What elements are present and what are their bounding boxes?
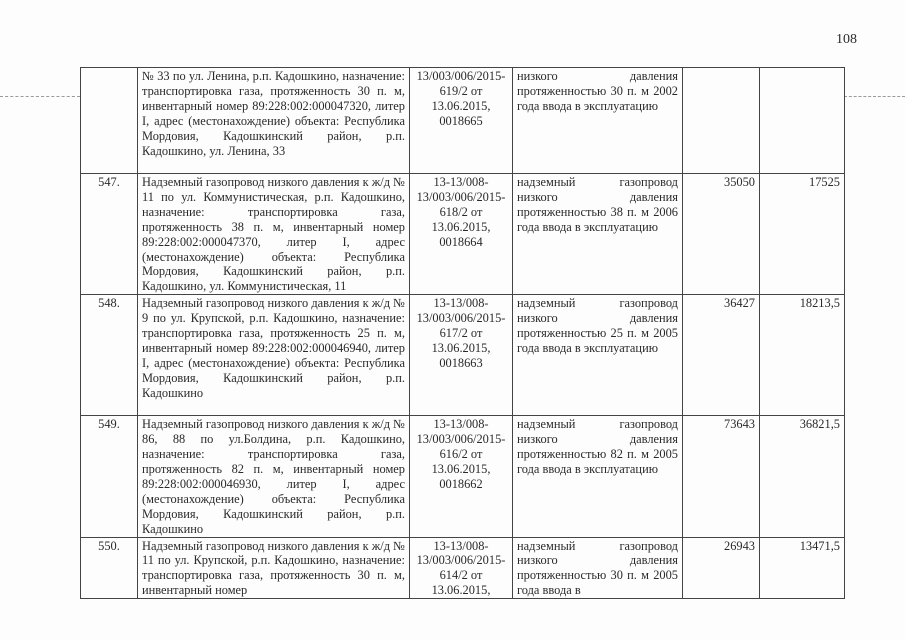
- table-row: [81, 416, 845, 537]
- value-cell-1: [683, 68, 760, 174]
- value-cell-2: 18213,5: [760, 295, 845, 416]
- table-row: [81, 174, 845, 295]
- technical-description: низкого давления протяженностью 30 п. м 2002 года ввода в эксплуатацию: [513, 68, 683, 174]
- value-cell-2: 17525: [760, 174, 845, 295]
- row-number: 549.: [81, 416, 138, 537]
- value-cell-1: 26943: [683, 537, 760, 599]
- technical-description: надземный газопровод низкого давления протяженностью 30 п. м 2005 года ввода в: [513, 537, 683, 599]
- registration-record: 13-13/008-13/003/006/2015-616/2 от 13.06.2015, 0018662: [410, 416, 513, 537]
- value-cell-2: [760, 68, 845, 174]
- table-row: [81, 537, 845, 599]
- object-description: Надземный газопровод низкого давления к ж/д № 11 по ул. Коммунистическая, р.п. Кадошкино, назначение: транспортировка газа, протяженность 38 п. м, инвентарный номер 89:228:002:000047370, литер I, адрес (местонахождение) объекта: Республика Мордовия, Кадошкинский район, р.п. Кадошкино, ул. Коммунистическая, 11: [138, 174, 410, 295]
- row-number: 550.: [81, 537, 138, 599]
- table-row: [81, 68, 845, 174]
- technical-description: надземный газопровод низкого давления протяженностью 82 п. м 2005 года ввода в эксплуатацию: [513, 416, 683, 537]
- value-cell-2: 36821,5: [760, 416, 845, 537]
- table-row: [81, 295, 845, 416]
- row-number: 548.: [81, 295, 138, 416]
- scan-artifact-line-left: [0, 96, 80, 97]
- registration-record: 13-13/008-13/003/006/2015-618/2 от 13.06.2015, 0018664: [410, 174, 513, 295]
- value-cell-1: 35050: [683, 174, 760, 295]
- registration-record: 13/003/006/2015-619/2 от 13.06.2015, 0018665: [410, 68, 513, 174]
- object-description: № 33 по ул. Ленина, р.п. Кадошкино, назначение: транспортировка газа, протяженность 30 п. м, инвентарный номер 89:228:002:000047320, литер I, адрес (местонахождение) объекта: Республика Мордовия, Кадошкинский район, р.п. Кадошкино, ул. Ленина, 33: [138, 68, 410, 174]
- technical-description: надземный газопровод низкого давления протяженностью 25 п. м 2005 года ввода в эксплуатацию: [513, 295, 683, 416]
- property-registry-table: [80, 67, 845, 599]
- object-description: Надземный газопровод низкого давления к ж/д № 9 по ул. Крупской, р.п. Кадошкино, назначение: транспортировка газа, протяженность 25 п. м, инвентарный номер 89:228:002:000046940, литер I, адрес (местонахождение) объекта: Республика Мордовия, Кадошкинский район, р.п. Кадошкино: [138, 295, 410, 416]
- row-number: [81, 68, 138, 174]
- object-description: Надземный газопровод низкого давления к ж/д № 11 по ул. Крупской, р.п. Кадошкино, назначение: транспортировка газа, протяженность 30 п. м, инвентарный номер: [138, 537, 410, 599]
- row-number: 547.: [81, 174, 138, 295]
- value-cell-1: 36427: [683, 295, 760, 416]
- value-cell-2: 13471,5: [760, 537, 845, 599]
- registration-record: 13-13/008-13/003/006/2015-617/2 от 13.06.2015, 0018663: [410, 295, 513, 416]
- object-description: Надземный газопровод низкого давления к ж/д № 86, 88 по ул.Болдина, р.п. Кадошкино, назначение: транспортировка газа, протяженность 82 п. м, инвентарный номер 89:228:002:000046930, литер I, адрес (местонахождение) объекта: Республика Мордовия, Кадошкинский район, р.п. Кадошкино: [138, 416, 410, 537]
- value-cell-1: 73643: [683, 416, 760, 537]
- scan-artifact-line-right: [844, 96, 905, 97]
- page-number: 108: [836, 32, 857, 47]
- registration-record: 13-13/008-13/003/006/2015-614/2 от 13.06.2015,: [410, 537, 513, 599]
- technical-description: надземный газопровод низкого давления протяженностью 38 п. м 2006 года ввода в эксплуатацию: [513, 174, 683, 295]
